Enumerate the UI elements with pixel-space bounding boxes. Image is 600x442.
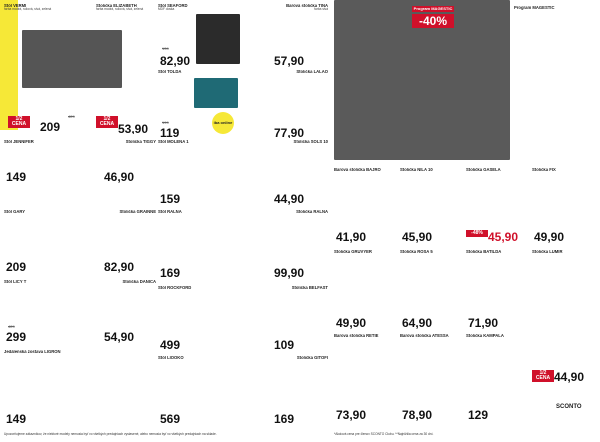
- product-title: Barová stolička ATESSA: [400, 334, 449, 338]
- product-tile[interactable]: [244, 286, 328, 354]
- price: 159: [160, 192, 181, 206]
- product-tile[interactable]: [244, 4, 328, 68]
- product-title: Stolička DANICA: [122, 280, 156, 284]
- product-tile[interactable]: [158, 356, 242, 430]
- price: 129: [468, 408, 489, 422]
- price: 45,90: [402, 230, 433, 244]
- product-title: Stôl TOLDA: [158, 70, 182, 74]
- right-page: [334, 0, 600, 442]
- price: 49,90: [534, 230, 565, 244]
- product-title: Stolička GASELA: [466, 168, 501, 172]
- product-title: Stolička FIX: [532, 168, 556, 172]
- product-title: Stolička RALNA: [296, 210, 328, 214]
- product-tile[interactable]: [334, 334, 400, 426]
- price: 169: [160, 266, 181, 280]
- price: 57,90: [274, 54, 305, 68]
- product-title: Stolička SOLS 10: [293, 140, 328, 144]
- product-title: Stolička KAMPALA: [466, 334, 504, 338]
- product-tile[interactable]: [96, 4, 154, 134]
- product-title: Stôl LICY T: [4, 280, 27, 284]
- program-title: Program MAGESTIC: [514, 5, 555, 10]
- price: 78,90: [402, 408, 433, 422]
- product-title: Stolička ELIZABETH: [96, 4, 137, 8]
- product-desc: farba sivá: [314, 7, 328, 12]
- program-label: Program MAGESTIC: [413, 6, 453, 11]
- product-title: Stolička GITOFI: [296, 356, 328, 360]
- product-title: Barová stolička RETIE: [334, 334, 379, 338]
- price: 71,90: [468, 316, 499, 330]
- price: 209: [6, 260, 27, 274]
- price: 82,90: [160, 54, 191, 68]
- product-title: Stôl ROCKFORD: [158, 286, 192, 290]
- product-tile[interactable]: [400, 168, 466, 248]
- price: 149: [6, 412, 27, 426]
- product-tile[interactable]: [158, 210, 242, 282]
- price: 73,90: [336, 408, 367, 422]
- product-tile[interactable]: [244, 70, 328, 138]
- half-price-badge: 1/2 CENA: [8, 116, 30, 128]
- product-tile[interactable]: [400, 334, 466, 426]
- price: 77,90: [274, 126, 305, 138]
- price: 82,90: [104, 260, 135, 274]
- product-tile[interactable]: [334, 168, 400, 248]
- price: 54,90: [104, 330, 135, 344]
- product-title: Barová stolička TINA: [286, 4, 328, 8]
- price: 44,90: [554, 370, 585, 384]
- product-desc: farba modrá, ružová, sivá, zelená: [4, 7, 52, 12]
- price: 169: [274, 412, 295, 426]
- product-tile[interactable]: [80, 280, 156, 346]
- old-price: 139: [162, 46, 169, 51]
- product-title: Stolička TIGGY: [125, 140, 156, 144]
- product-image: [194, 78, 238, 108]
- product-tile[interactable]: [244, 356, 328, 430]
- product-title: Stôl RALNA: [158, 210, 182, 214]
- product-title: Stolička LALAO: [296, 70, 328, 74]
- price: 45,90: [488, 230, 519, 244]
- product-tile[interactable]: [400, 250, 466, 332]
- product-title: Stolička NILA 10: [400, 168, 433, 172]
- product-tile[interactable]: [158, 286, 242, 354]
- product-title: Stolička LUMIR: [532, 250, 563, 254]
- discount-badge: -48%: [466, 230, 488, 237]
- price: 49,90: [336, 316, 367, 330]
- product-tile[interactable]: [80, 210, 156, 276]
- product-title: Stolička GRAINNE: [119, 210, 156, 214]
- product-tile[interactable]: [244, 140, 328, 208]
- product-tile[interactable]: [466, 168, 532, 248]
- price: 109: [274, 338, 295, 352]
- price: 299: [6, 330, 27, 344]
- footer-note: Upozorňujeme zákazníkov, že niektoré modely nemusia byť vo všetkých predajniach vystavené, alebo nemusia byť vo všetkých predajniach na sklade.: [4, 432, 217, 436]
- online-badge: iba online: [212, 112, 234, 134]
- price: 53,90: [118, 122, 149, 134]
- price: 209: [40, 120, 61, 134]
- price: 149: [6, 170, 27, 184]
- old-price: 199: [162, 120, 169, 125]
- product-tile[interactable]: [532, 168, 598, 248]
- product-desc: farba modrá, ružová, sivá, zelená: [96, 7, 144, 12]
- product-tile[interactable]: [244, 210, 328, 282]
- product-tile[interactable]: [466, 250, 532, 332]
- half-price-badge: 1/2 CENA: [532, 370, 554, 382]
- price: 41,90: [336, 230, 367, 244]
- footer-note: *Akciová cena pre členov SCONTO Clubu. **Najnižšia cena za 30 dní.: [334, 432, 434, 436]
- product-title: Jedálenská zostava LIGRON: [4, 350, 61, 354]
- product-tile[interactable]: [4, 280, 78, 346]
- product-title: Stôl SEAFORD: [158, 4, 188, 8]
- price: 46,90: [104, 170, 135, 184]
- product-tile[interactable]: [158, 140, 242, 208]
- product-title: Stôl JENNIFER: [4, 140, 34, 144]
- product-tile[interactable]: [532, 250, 598, 400]
- half-price-badge: 1/2 CENA: [96, 116, 118, 128]
- product-title: Stolička BATILDA: [466, 250, 502, 254]
- price: 99,90: [274, 266, 305, 280]
- product-tile[interactable]: [4, 210, 78, 276]
- product-title: Stôl LIOOKO: [158, 356, 184, 360]
- product-tile[interactable]: [334, 250, 400, 332]
- price: 44,90: [274, 192, 305, 206]
- product-desc: MDF doska: [158, 7, 175, 12]
- old-price: 429: [8, 324, 15, 329]
- product-tile[interactable]: [158, 4, 242, 68]
- discount-badge: -40%: [412, 14, 454, 28]
- product-image: [196, 14, 240, 64]
- product-title: Barová stolička BAJRO: [334, 168, 381, 172]
- product-tile[interactable]: [4, 350, 156, 430]
- price: 569: [160, 412, 181, 426]
- product-title: Stôl MOLENA 1: [158, 140, 189, 144]
- old-price: 429: [68, 114, 75, 119]
- product-title: Stolička ROSA 5: [400, 250, 433, 254]
- product-title: Stôl VERMI: [4, 4, 27, 8]
- price: 64,90: [402, 316, 433, 330]
- brand-logo: SCONTO: [556, 404, 582, 410]
- product-title: Stolička BELFAST: [291, 286, 328, 290]
- product-title: Stôl GARY: [4, 210, 26, 214]
- price: 499: [160, 338, 181, 352]
- product-title: Stolička GRUVYER: [334, 250, 372, 254]
- price: 119: [160, 126, 180, 138]
- product-tile[interactable]: [4, 140, 78, 186]
- product-tile[interactable]: [80, 140, 156, 186]
- product-tile[interactable]: [466, 334, 532, 426]
